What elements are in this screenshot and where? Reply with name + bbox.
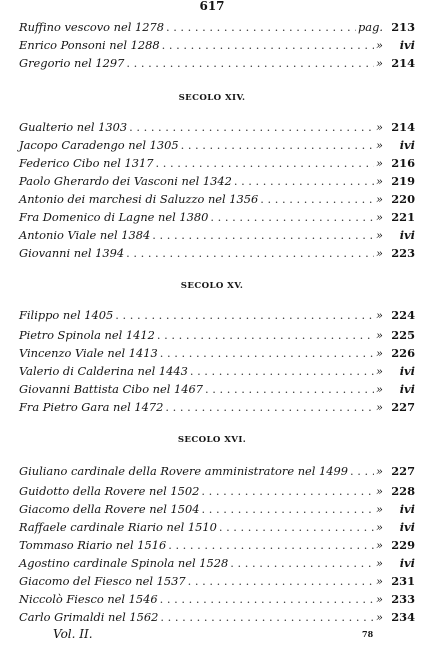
list-item [19, 136, 415, 154]
entry-prefix: » [376, 556, 383, 570]
entry-prefix: » [376, 246, 383, 260]
entry-page-ref: 229 [391, 538, 415, 552]
dot-leader [201, 482, 374, 500]
entry-name: Agostino cardinale Spinola nel 1528 [19, 556, 229, 570]
list-item [19, 608, 415, 626]
entry-page-ref: 226 [391, 346, 415, 360]
entry-prefix: » [376, 120, 383, 134]
dot-leader [152, 226, 374, 244]
volume-label: Vol. II. [53, 627, 93, 641]
entry-page-ref: 214 [391, 120, 415, 134]
list-item [19, 554, 415, 572]
dot-leader [165, 398, 374, 416]
entry-page-ref: ivi [399, 138, 415, 152]
entry-prefix: » [376, 138, 383, 152]
dot-leader [234, 172, 374, 190]
list-item [19, 226, 415, 244]
dot-leader [210, 208, 374, 226]
list-item [19, 344, 415, 362]
entry-page-ref: 227 [391, 400, 415, 414]
entry-prefix: » [376, 364, 383, 378]
list-item [19, 518, 415, 536]
dot-leader [129, 118, 374, 136]
section-heading: SECOLO XVI. [177, 435, 247, 445]
entry-prefix: » [376, 192, 383, 206]
entry-name: Antonio Viale nel 1384 [19, 228, 151, 242]
entry-name: Jacopo Caradengo nel 1305 [19, 138, 179, 152]
entry-page-ref: 216 [391, 156, 415, 170]
list-item [19, 590, 415, 608]
entry-name: Raffaele cardinale Riario nel 1510 [19, 520, 217, 534]
entry-name: Carlo Grimaldi nel 1562 [19, 610, 159, 624]
list-item [19, 462, 415, 480]
entry-name: Giacomo della Rovere nel 1504 [19, 502, 200, 516]
entry-name: Gualterio nel 1303 [19, 120, 128, 134]
entry-name: Antonio dei marchesi di Saluzzo nel 1356 [19, 192, 259, 206]
entry-prefix: » [376, 484, 383, 498]
entry-prefix: » [376, 346, 383, 360]
entry-page-ref: 225 [391, 328, 415, 342]
dot-leader [230, 554, 374, 572]
entry-page-ref: 228 [391, 484, 415, 498]
dot-leader [126, 244, 374, 262]
dot-leader [115, 306, 374, 324]
section-heading: SECOLO XV. [180, 281, 244, 291]
list-item [19, 118, 415, 136]
entry-prefix: » [376, 592, 383, 606]
list-item [19, 482, 415, 500]
list-item [19, 54, 415, 72]
entry-name: Gregorio nel 1297 [19, 56, 125, 70]
entry-prefix: pag. [358, 20, 383, 34]
entry-prefix: » [376, 174, 383, 188]
dot-leader [160, 590, 374, 608]
entry-name: Giovanni nel 1394 [19, 246, 125, 260]
entry-page-ref: ivi [399, 364, 415, 378]
entry-page-ref: 227 [391, 464, 415, 478]
list-item [19, 172, 415, 190]
entry-prefix: » [376, 210, 383, 224]
entry-page-ref: ivi [399, 382, 415, 396]
page-number: 617 [199, 0, 225, 13]
list-item [19, 154, 415, 172]
dot-leader [162, 36, 374, 54]
entry-page-ref: ivi [399, 502, 415, 516]
list-item [19, 36, 415, 54]
dot-leader [155, 154, 374, 172]
list-item [19, 572, 415, 590]
entry-page-ref: 214 [391, 56, 415, 70]
entry-name: Giuliano cardinale della Rovere amministratore nel 1499 [19, 464, 349, 478]
entry-page-ref: ivi [399, 520, 415, 534]
entry-name: Vincenzo Viale nel 1413 [19, 346, 158, 360]
entry-prefix: » [376, 308, 383, 322]
entry-page-ref: ivi [399, 556, 415, 570]
entry-prefix: » [376, 382, 383, 396]
list-item [19, 536, 415, 554]
dot-leader [166, 18, 356, 36]
list-item [19, 362, 415, 380]
entry-prefix: » [376, 156, 383, 170]
entry-page-ref: 223 [391, 246, 415, 260]
entry-name: Giacomo del Fiesco nel 1537 [19, 574, 186, 588]
entry-name: Giovanni Battista Cibo nel 1467 [19, 382, 204, 396]
entry-name: Fra Domenico di Lagne nel 1380 [19, 210, 209, 224]
entry-prefix: » [376, 502, 383, 516]
dot-leader [181, 136, 374, 154]
entry-name: Paolo Gherardo dei Vasconi nel 1342 [19, 174, 232, 188]
entry-page-ref: ivi [399, 38, 415, 52]
dot-leader [168, 536, 374, 554]
entry-prefix: » [376, 520, 383, 534]
entry-page-ref: 220 [391, 192, 415, 206]
dot-leader [205, 380, 374, 398]
list-item [19, 380, 415, 398]
list-item [19, 500, 415, 518]
entry-prefix: » [376, 228, 383, 242]
entry-name: Niccolò Fiesco nel 1546 [19, 592, 158, 606]
entry-name: Valerio di Calderina nel 1443 [19, 364, 188, 378]
entry-name: Fra Pietro Gara nel 1472 [19, 400, 164, 414]
dot-leader [157, 326, 374, 344]
entry-name: Tommaso Riario nel 1516 [19, 538, 167, 552]
entry-page-ref: 234 [391, 610, 415, 624]
list-item [19, 326, 415, 344]
section-heading: SECOLO XIV. [178, 93, 246, 103]
dot-leader [188, 572, 374, 590]
entry-prefix: » [376, 328, 383, 342]
entry-page-ref: 213 [391, 20, 415, 34]
list-item [19, 398, 415, 416]
entry-page-ref: 224 [391, 308, 415, 322]
entry-prefix: » [376, 610, 383, 624]
dot-leader [160, 344, 374, 362]
entry-page-ref: 219 [391, 174, 415, 188]
entry-prefix: » [376, 464, 383, 478]
entry-page-ref: ivi [399, 228, 415, 242]
signature-mark: 78 [362, 629, 374, 639]
list-item [19, 190, 415, 208]
entry-page-ref: 231 [391, 574, 415, 588]
dot-leader [160, 608, 374, 626]
dot-leader [190, 362, 374, 380]
list-item [19, 208, 415, 226]
dot-leader [350, 462, 374, 480]
entry-name: Federico Cibo nel 1317 [19, 156, 154, 170]
entry-prefix: » [376, 56, 383, 70]
entry-prefix: » [376, 400, 383, 414]
dot-leader [202, 500, 374, 518]
entry-prefix: » [376, 538, 383, 552]
entry-name: Enrico Ponsoni nel 1288 [19, 38, 160, 52]
entry-name: Filippo nel 1405 [19, 308, 114, 322]
dot-leader [126, 54, 374, 72]
entry-page-ref: 221 [391, 210, 415, 224]
entry-prefix: » [376, 574, 383, 588]
dot-leader [219, 518, 374, 536]
entry-name: Guidotto della Rovere nel 1502 [19, 484, 200, 498]
list-item [19, 244, 415, 262]
dot-leader [260, 190, 374, 208]
entry-name: Pietro Spinola nel 1412 [19, 328, 155, 342]
entry-prefix: » [376, 38, 383, 52]
list-item [19, 18, 415, 36]
entry-name: Ruffino vescovo nel 1278 [19, 20, 164, 34]
list-item [19, 306, 415, 324]
entry-page-ref: 233 [391, 592, 415, 606]
